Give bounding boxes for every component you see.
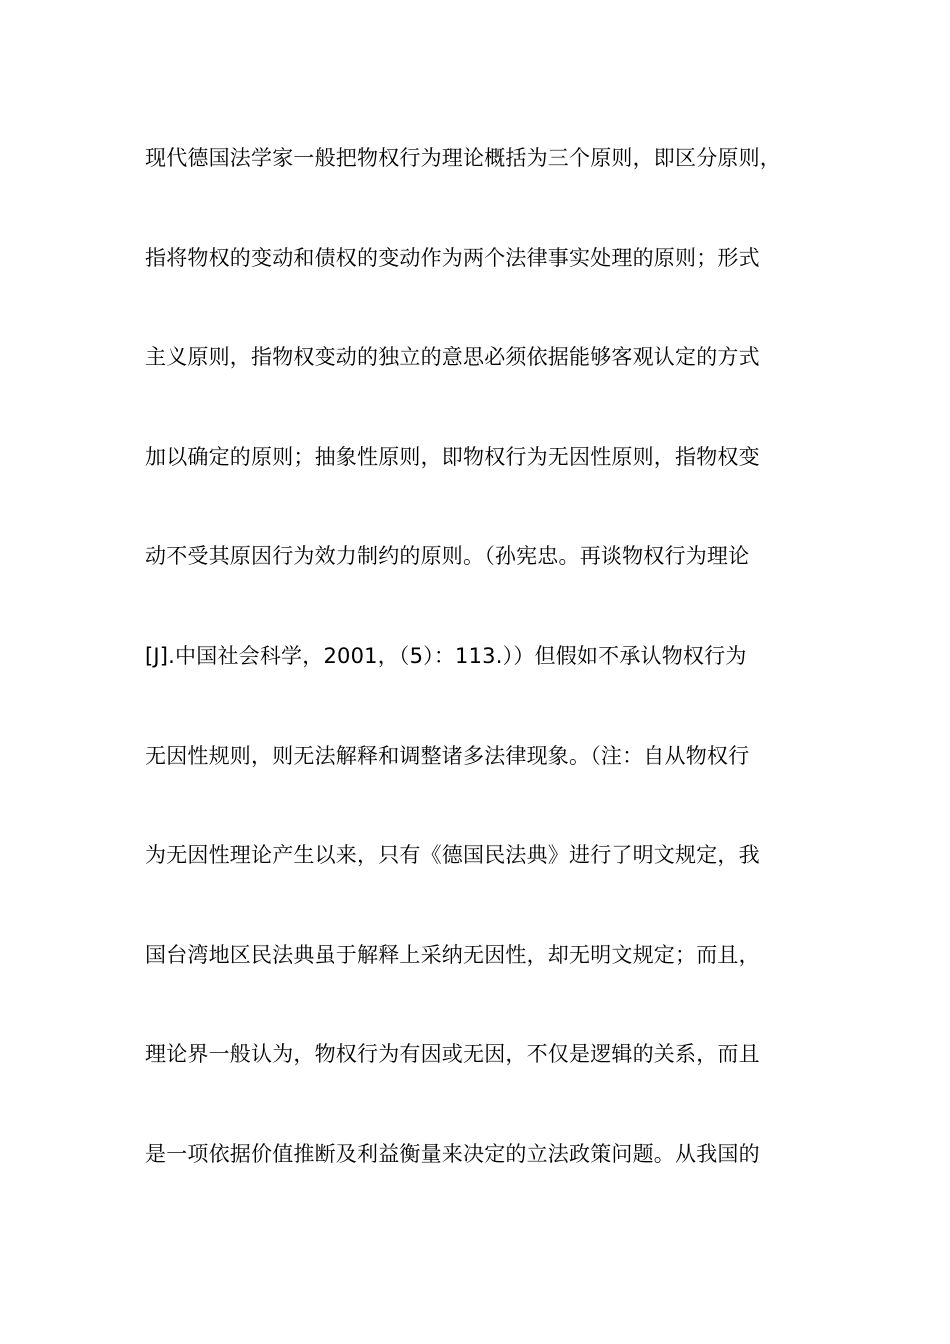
text-line: 现代德国法学家一般把物权行为理论概括为三个原则，即区分原则， bbox=[145, 146, 781, 170]
text-line: 加以确定的原则；抽象性原则，即物权行为无因性原则，指物权变 bbox=[145, 444, 760, 469]
text-line: 无因性规则，则无法解释和调整诸多法律现象。（注：自从物权行 bbox=[145, 743, 750, 768]
text-line: 为无因性理论产生以来，只有《德国民法典》进行了明文规定，我 bbox=[145, 843, 760, 868]
text-line: 是一项依据价值推断及利益衡量来决定的立法政策问题。从我国的 bbox=[145, 1141, 760, 1166]
text-line: 主义原则，指物权变动的独立的意思必须依据能够客观认定的方式 bbox=[145, 345, 760, 370]
text-line: 动不受其原因行为效力制约的原则。（孙宪忠。再谈物权行为理论 bbox=[145, 544, 750, 569]
text-line: [J].中国社会科学，2001，（5）：113.））但假如不承认物权行为 bbox=[145, 643, 747, 668]
text-line: 指将物权的变动和债权的变动作为两个法律事实处理的原则；形式 bbox=[145, 245, 760, 270]
body-text bbox=[145, 133, 825, 1229]
text-line: 理论界一般认为，物权行为有因或无因，不仅是逻辑的关系，而且 bbox=[145, 1042, 760, 1067]
text-line: 国台湾地区民法典虽于解释上采纳无因性，却无明文规定；而且， bbox=[145, 942, 760, 967]
